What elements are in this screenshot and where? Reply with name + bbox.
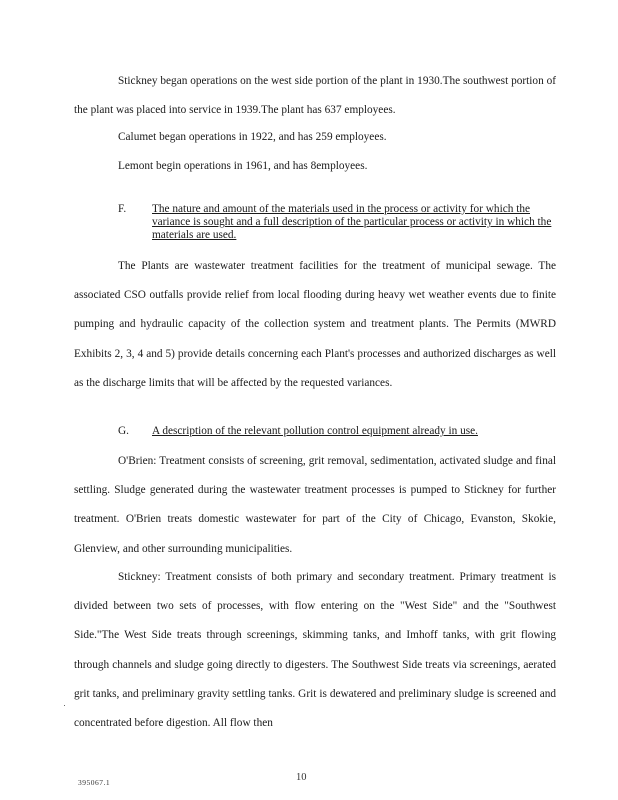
paragraph-obrien-treatment: O'Brien: Treatment consists of screening, grit removal, sedimentation, activated sludge and final settling. Sludge generated during the wastewater treatment processes is pumped to Stickney for further treatment. O'Brien treats domestic wastewater for part of the City of Chicago, Evanston, Skokie, Glenview, and other surrounding municipalities. <box>74 455 556 555</box>
paragraph-stickney-treatment: Stickney: Treatment consists of both primary and secondary treatment. Primary treatment is divided between two sets of processes, with flow entering on the "West Side" and the "Southwest Side."The West Side treats through screenings, skimming tanks, and Imhoff tanks, with grit flowing through channels and sludge going directly to digesters. The Southwest Side treats via screenings, aerated grit tanks, and preliminary gravity settling tanks. Grit is dewatered and preliminary sludge is screened and concentrated before digestion. All flow then <box>74 571 556 730</box>
paragraph-stickney-operations: Stickney began operations on the west side portion of the plant in 1930.The southwest portion of the plant was placed into service in 1939.The plant has 637 employees. <box>74 75 556 117</box>
paragraph-lemont-operations: Lemont begin operations in 1961, and has 8employees. <box>118 160 368 172</box>
footer-page-number: 10 <box>296 772 307 783</box>
heading-g-letter: G. <box>118 425 129 437</box>
scan-speck <box>64 705 65 706</box>
paragraph-calumet-operations: Calumet began operations in 1922, and has 259 employees. <box>118 131 387 143</box>
paragraph-plants-description: The Plants are wastewater treatment facilities for the treatment of municipal sewage. The associated CSO outfalls provide relief from local flooding during heavy wet weather events due to finite pumping and hydraulic capacity of the collection system and treatment plants. The Permits (MWRD Exhibits 2, 3, 4 and 5) provide details concerning each Plant's processes and authorized discharges as well as the discharge limits that will be affected by the requested variances. <box>74 260 556 389</box>
footer-document-code: 395067.1 <box>78 778 111 787</box>
heading-g-text: A description of the relevant pollution control equipment already in use. <box>152 425 478 437</box>
heading-f-letter: F. <box>118 203 127 215</box>
heading-f-text: The nature and amount of the materials used in the process or activity for which the variance is sought and a full description of the particular process or activity in which the materials are used. <box>152 203 552 242</box>
